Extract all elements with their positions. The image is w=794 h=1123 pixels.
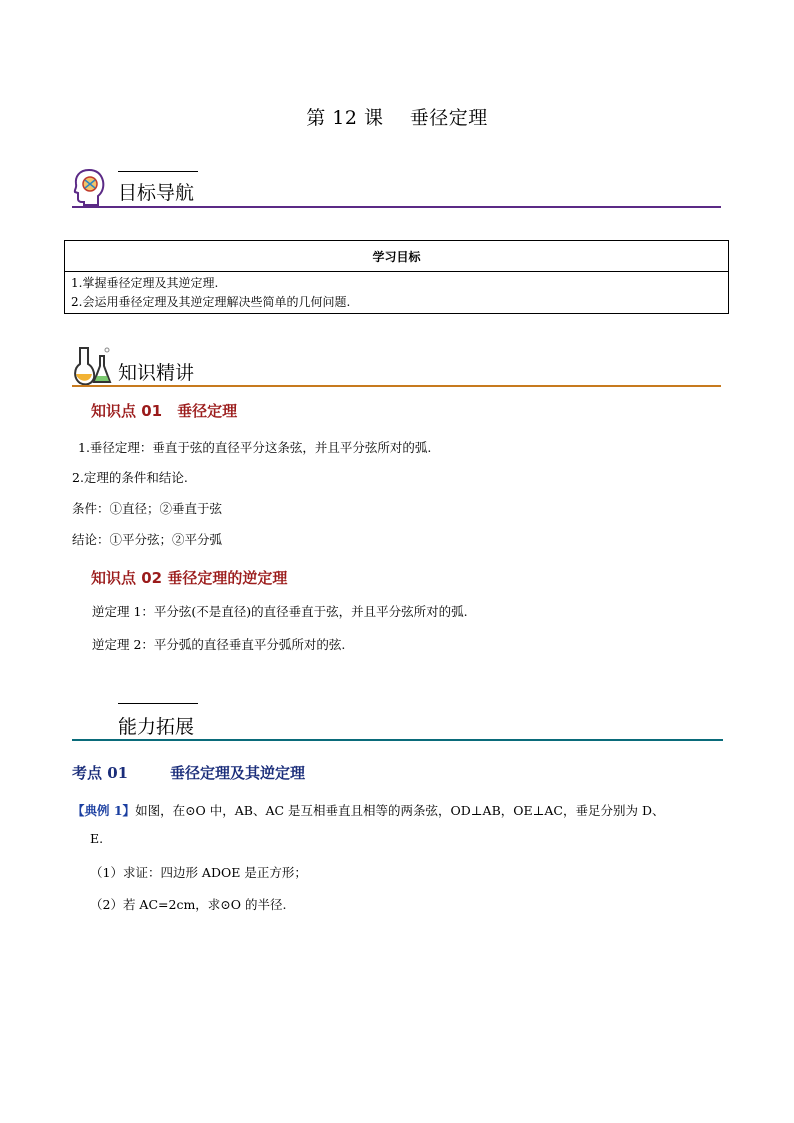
kp1-line-4: 结论：①平分弦；②平分弧 xyxy=(72,532,223,547)
example-line-2: E. xyxy=(90,831,104,846)
section-rule-goals xyxy=(72,206,721,208)
example-question-1: （1）求证：四边形 ADOE 是正方形； xyxy=(90,865,307,880)
lab-flask-icon xyxy=(72,346,112,386)
head-brain-icon xyxy=(72,168,106,206)
goal-item: 1.掌握垂径定理及其逆定理. xyxy=(71,276,219,290)
kp1-line-3: 条件：①直径；②垂直于弦 xyxy=(72,501,223,516)
lesson-number: 第 12 课 xyxy=(306,107,384,129)
lesson-topic: 垂径定理 xyxy=(409,107,488,129)
section-heading-goals: 目标导航 xyxy=(118,182,195,204)
section-top-line xyxy=(118,703,198,704)
exam-point-label: 考点 01 xyxy=(72,764,129,782)
section-rule-ability xyxy=(72,739,723,741)
example-tag: 【典例 1】 xyxy=(72,803,136,818)
goals-table-header: 学习目标 xyxy=(65,241,729,272)
goals-table-body xyxy=(65,272,729,314)
kp1-line-1: 1.垂径定理：垂直于弦的直径平分这条弦，并且平分弦所对的弧. xyxy=(78,440,432,455)
example-line-1 xyxy=(72,801,665,819)
section-heading-knowledge: 知识精讲 xyxy=(118,362,195,384)
goal-item: 2.会运用垂径定理及其逆定理解决些简单的几何问题. xyxy=(71,295,351,309)
kp2-line-2: 逆定理 2：平分弧的直径垂直平分弧所对的弦. xyxy=(92,637,346,652)
knowledge-point-title: 知识点 02 垂径定理的逆定理 xyxy=(91,569,288,587)
kp2-line-1: 逆定理 1：平分弦(不是直径)的直径垂直于弦，并且平分弦所对的弧. xyxy=(92,604,468,619)
page-title xyxy=(0,103,794,130)
knowledge-point-title: 知识点 01 垂径定理 xyxy=(91,402,238,420)
example-stem: 如图，在⊙O 中，AB、AC 是互相垂直且相等的两条弦，OD⊥AB，OE⊥AC，垂足分别为 D、 xyxy=(135,803,665,818)
goals-table xyxy=(64,240,729,314)
section-top-line xyxy=(118,171,198,172)
example-question-2: （2）若 AC=2cm，求⊙O 的半径. xyxy=(90,897,287,912)
section-heading-ability: 能力拓展 xyxy=(118,716,195,738)
kp1-line-2: 2.定理的条件和结论. xyxy=(72,470,188,485)
section-rule-knowledge xyxy=(72,385,721,387)
exam-point-title: 垂径定理及其逆定理 xyxy=(170,764,306,782)
